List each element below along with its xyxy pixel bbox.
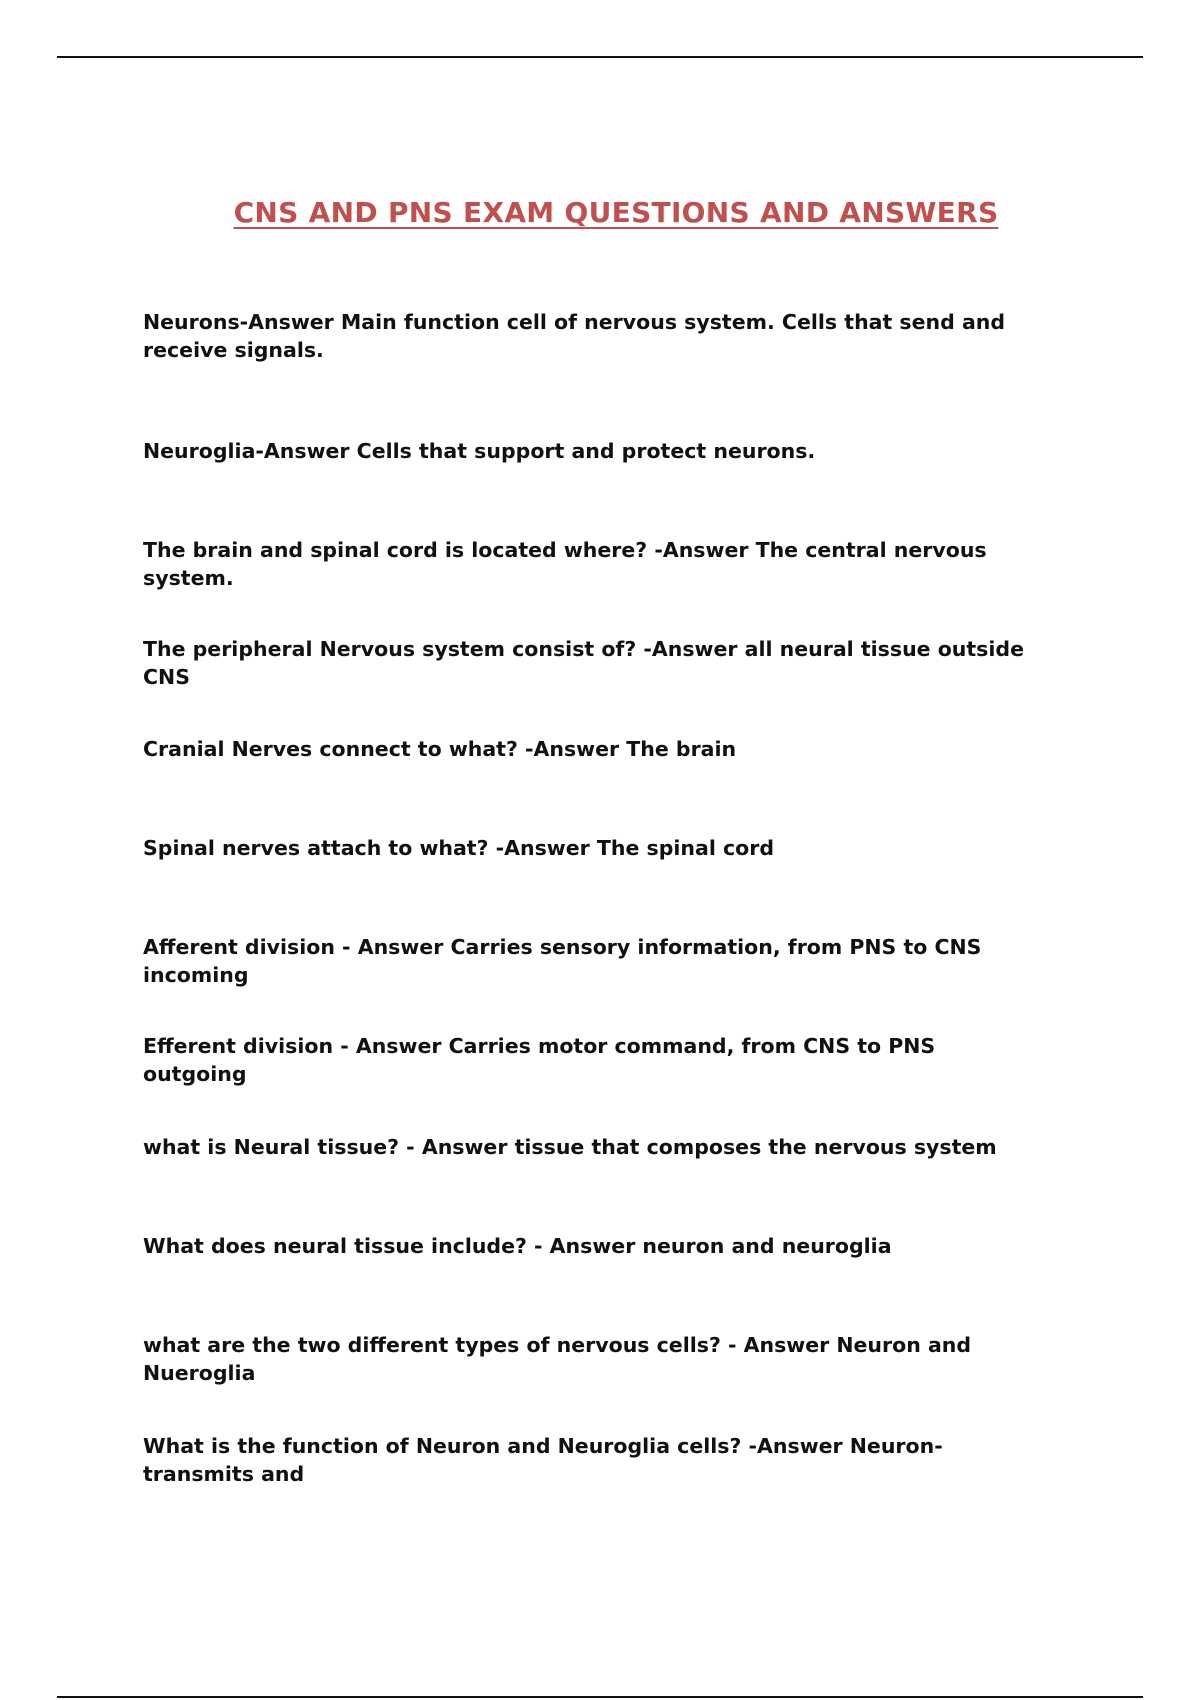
qa-item: The peripheral Nervous system consist of? -Answer all neural tissue outside CNS <box>143 637 1024 689</box>
qa-item: Efferent division - Answer Carries motor command, from CNS to PNS outgoing <box>143 1034 936 1086</box>
qa-item: What does neural tissue include? - Answer neuron and neuroglia <box>143 1234 892 1258</box>
qa-item: Neuroglia-Answer Cells that support and protect neurons. <box>143 439 816 463</box>
qa-item: what is Neural tissue? - Answer tissue that composes the nervous system <box>143 1135 997 1159</box>
qa-item: Afferent division - Answer Carries sensory information, from PNS to CNS incoming <box>143 935 982 987</box>
document-title: CNS AND PNS EXAM QUESTIONS AND ANSWERS <box>233 196 999 229</box>
qa-item: Cranial Nerves connect to what? -Answer The brain <box>143 737 737 761</box>
qa-item: what are the two different types of nervous cells? - Answer Neuron and Nueroglia <box>143 1333 972 1385</box>
qa-item: Spinal nerves attach to what? -Answer The spinal cord <box>143 836 775 860</box>
footer-rule <box>57 1696 1143 1698</box>
qa-item: What is the function of Neuron and Neuroglia cells? -Answer Neuron-transmits and <box>143 1434 943 1486</box>
qa-item: The brain and spinal cord is located where? -Answer The central nervous system. <box>143 538 987 590</box>
qa-item: Neurons-Answer Main function cell of nervous system. Cells that send and receive signals. <box>143 310 1006 362</box>
